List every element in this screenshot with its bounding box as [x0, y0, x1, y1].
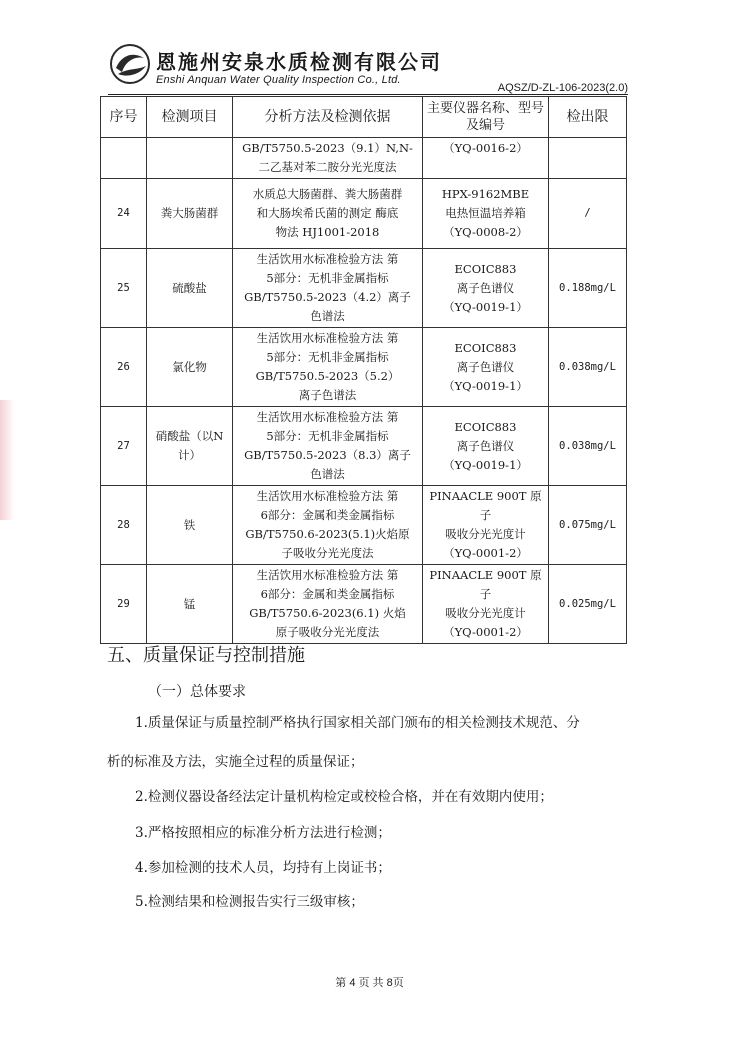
company-name-en: Enshi Anquan Water Quality Inspection Co., Ltd. [156, 74, 401, 86]
cell-item [147, 138, 233, 179]
cell-item: 硝酸盐（以N计） [147, 407, 233, 486]
method-table [100, 96, 627, 644]
header-method: 分析方法及检测依据 [233, 97, 423, 138]
method-line: 生活饮用水标准检验方法 第 [256, 252, 399, 266]
cell-item: 氯化物 [147, 328, 233, 407]
cell-instrument [423, 249, 549, 328]
cell-item: 硫酸盐 [147, 249, 233, 328]
instrument-line: （YQ-0019-1） [443, 457, 528, 472]
instrument-line: 离子色谱仪 [456, 280, 515, 295]
table-row-continued [101, 138, 627, 179]
table-header-row [101, 97, 627, 138]
cell-method [233, 486, 423, 565]
method-line: 5部分：无机非金属指标 [266, 271, 389, 285]
cell-instrument [423, 179, 549, 249]
cell-item: 铁 [147, 486, 233, 565]
header-limit: 检出限 [549, 97, 627, 138]
cell-no: 29 [101, 565, 147, 644]
instrument-line: HPX-9162MBE [441, 187, 530, 201]
subsection-title: （一）总体要求 [148, 684, 246, 700]
paragraph-2: 2.检测仪器设备经法定计量机构检定或校检合格，并在有效期内使用； [135, 789, 553, 805]
table-row [101, 328, 627, 407]
cell-method [233, 249, 423, 328]
method-line: 和大肠埃希氏菌的测定 酶底 [256, 206, 399, 220]
company-logo-icon [108, 42, 152, 86]
instrument-line: 电热恒温培养箱 [445, 206, 526, 220]
method-line: 5部分：无机非金属指标 [266, 429, 389, 443]
method-line: GB/T5750.6-2023(5.1)火焰原 [245, 527, 410, 541]
cell-method [233, 138, 423, 179]
method-line: 6部分：金属和类金属指标 [260, 508, 395, 522]
cell-method [233, 565, 423, 644]
method-line: 原子吸收分光光度法 [275, 625, 380, 639]
paragraph-1: 1.质量保证与质量控制严格执行国家相关部门颁布的相关检测技术规范、分 [135, 715, 580, 731]
cell-instrument [423, 486, 549, 565]
table-row [101, 407, 627, 486]
paragraph-1-cont: 析的标准及方法，实施全过程的质量保证； [107, 754, 364, 770]
cell-limit: 0.038mg/L [549, 407, 627, 486]
method-line: GB/T5750.5-2023（8.3）离子 [244, 448, 411, 462]
method-line: 二乙基对苯二胺分光光度法 [258, 160, 397, 174]
header-no: 序号 [101, 97, 147, 138]
page-footer: 第 4 页 共 8页 [335, 977, 404, 989]
method-line: 水质总大肠菌群、粪大肠菌群 [252, 187, 403, 201]
instrument-line: PINAACLE 900T 原子 [429, 568, 542, 601]
cell-no [101, 138, 147, 179]
cell-limit: / [549, 179, 627, 249]
cell-instrument [423, 138, 549, 179]
instrument-line: PINAACLE 900T 原子 [429, 489, 542, 522]
table-row [101, 179, 627, 249]
method-line: GB/T5750.5-2023（4.2）离子 [244, 290, 411, 304]
method-line: 生活饮用水标准检验方法 第 [256, 568, 399, 582]
header-instrument-label: 主要仪器名称、型号及编号 [426, 101, 544, 133]
cell-no: 24 [101, 179, 147, 249]
instrument-line: 吸收分光光度计 [445, 606, 526, 620]
seal-stamp-fragment [0, 400, 14, 520]
instrument-line: （YQ-0016-2） [443, 141, 528, 155]
paragraph-5: 5.检测结果和检测报告实行三级审核； [135, 894, 364, 910]
section-title: 五、质量保证与控制措施 [107, 645, 305, 666]
instrument-line: 离子色谱仪 [456, 359, 515, 374]
instrument-line: ECOIC883 [454, 261, 517, 276]
paragraph-4: 4.参加检测的技术人员，均持有上岗证书； [135, 860, 391, 876]
cell-instrument [423, 328, 549, 407]
header-item: 检测项目 [147, 97, 233, 138]
cell-no: 26 [101, 328, 147, 407]
cell-no: 25 [101, 249, 147, 328]
cell-instrument [423, 407, 549, 486]
cell-item: 锰 [147, 565, 233, 644]
paragraph-3: 3.严格按照相应的标准分析方法进行检测； [135, 825, 391, 841]
method-line: GB/T5750.5-2023（9.1）N,N- [242, 141, 413, 155]
company-name-cn: 恩施州安泉水质检测有限公司 [156, 50, 442, 74]
cell-item: 粪大肠菌群 [147, 179, 233, 249]
method-line: GB/T5750.6-2023(6.1) 火焰 [249, 606, 406, 620]
header-instrument [423, 97, 549, 138]
instrument-line: （YQ-0019-1） [443, 378, 528, 393]
cell-method [233, 407, 423, 486]
instrument-line: （YQ-0008-2） [443, 225, 528, 239]
cell-method [233, 328, 423, 407]
instrument-line: ECOIC883 [454, 419, 517, 434]
cell-limit [549, 138, 627, 179]
method-line: GB/T5750.5-2023（5.2） [255, 369, 400, 383]
header-divider [108, 94, 628, 95]
instrument-line: 离子色谱仪 [456, 438, 515, 453]
instrument-line: （YQ-0019-1） [443, 299, 528, 314]
method-line: 色谱法 [310, 467, 345, 481]
cell-limit: 0.188mg/L [549, 249, 627, 328]
table-row [101, 565, 627, 644]
method-line: 物法 HJ1001-2018 [275, 225, 380, 239]
cell-no: 28 [101, 486, 147, 565]
table-row [101, 249, 627, 328]
method-line: 5部分：无机非金属指标 [266, 350, 389, 364]
instrument-line: （YQ-0001-2） [443, 546, 528, 560]
method-line: 生活饮用水标准检验方法 第 [256, 410, 399, 424]
page-header [108, 40, 628, 96]
cell-method [233, 179, 423, 249]
method-line: 生活饮用水标准检验方法 第 [256, 331, 399, 345]
method-line: 色谱法 [310, 309, 345, 323]
cell-limit: 0.075mg/L [549, 486, 627, 565]
cell-no: 27 [101, 407, 147, 486]
table-row [101, 486, 627, 565]
instrument-line: （YQ-0001-2） [443, 625, 528, 639]
method-line: 离子色谱法 [298, 388, 357, 402]
instrument-line: 吸收分光光度计 [445, 527, 526, 541]
method-line: 生活饮用水标准检验方法 第 [256, 489, 399, 503]
cell-instrument [423, 565, 549, 644]
document-code: AQSZ/D-ZL-106-2023(2.0) [497, 82, 628, 94]
cell-limit: 0.025mg/L [549, 565, 627, 644]
method-line: 子吸收分光光度法 [281, 546, 374, 560]
method-line: 6部分：金属和类金属指标 [260, 587, 395, 601]
instrument-line: ECOIC883 [454, 340, 517, 355]
cell-limit: 0.038mg/L [549, 328, 627, 407]
